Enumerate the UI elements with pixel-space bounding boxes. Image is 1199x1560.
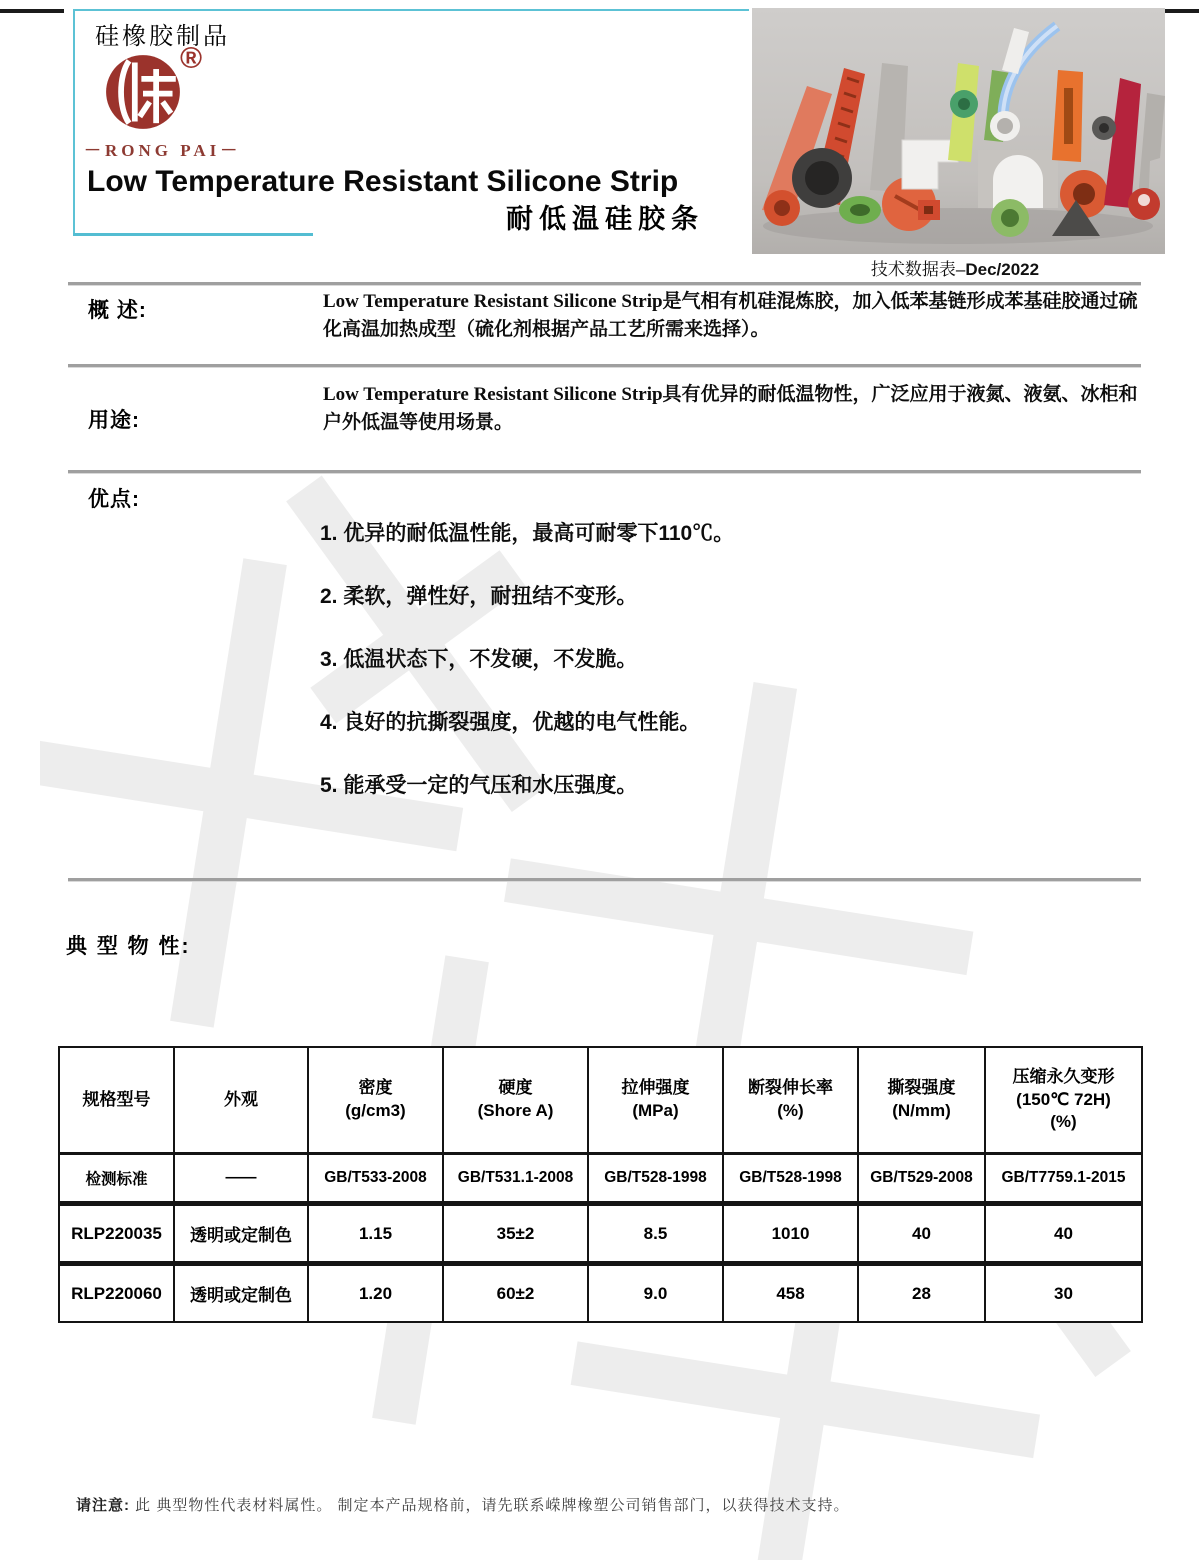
table-row	[59, 1264, 1142, 1323]
cell: 40	[985, 1204, 1142, 1264]
cell: GB/T528-1998	[588, 1154, 723, 1204]
list-item: 3. 低温状态下，不发硬，不发脆。	[320, 648, 638, 671]
cell: 8.5	[588, 1204, 723, 1264]
cell: RLP220035	[59, 1204, 174, 1264]
usage-text	[323, 381, 1151, 436]
cell: 1.20	[308, 1264, 443, 1323]
properties-table	[58, 1046, 1143, 1323]
brand-logo-icon	[102, 50, 184, 134]
cell: 40	[858, 1204, 985, 1264]
list-item: 5. 能承受一定的气压和水压强度。	[320, 774, 638, 797]
table-row	[59, 1204, 1142, 1264]
page-corner-dash-left	[0, 9, 64, 13]
col-header-compression: 压缩永久变形 (150℃ 72H) (%)	[985, 1047, 1142, 1154]
col-header-elongation: 断裂伸长率 (%)	[723, 1047, 858, 1154]
cell: 30	[985, 1264, 1142, 1323]
cell: 28	[858, 1264, 985, 1323]
cell: GB/T7759.1-2015	[985, 1154, 1142, 1204]
list-item: 1. 优异的耐低温性能，最高可耐零下110℃。	[320, 522, 735, 545]
caption-prefix: 技术数据表–	[870, 260, 966, 279]
cell: GB/T533-2008	[308, 1154, 443, 1204]
cell: GB/T531.1-2008	[443, 1154, 588, 1204]
section-divider	[68, 470, 1141, 474]
cell: ——	[174, 1154, 308, 1204]
cell: 35±2	[443, 1204, 588, 1264]
brand-name: －RONG PAI－	[84, 141, 242, 160]
cell: 透明或定制色	[174, 1204, 308, 1264]
usage-text-zh: 具有优异的耐低温物性，广泛应用于液氮、液氨、冰柜和户外低温等使用场景。	[323, 384, 1138, 433]
section-divider	[68, 878, 1141, 882]
header-frame-left	[73, 9, 75, 235]
col-header-model: 规格型号	[59, 1047, 174, 1154]
cell: GB/T529-2008	[858, 1154, 985, 1204]
list-item: 2. 柔软，弹性好，耐扭结不变形。	[320, 585, 638, 608]
advantages-label: 优点:	[88, 488, 140, 511]
cell: 检测标准	[59, 1154, 174, 1204]
col-header-tear: 撕裂强度 (N/mm)	[858, 1047, 985, 1154]
col-header-tensile: 拉伸强度 (MPa)	[588, 1047, 723, 1154]
page-corner-dash-right	[1164, 9, 1199, 13]
footer-note-label: 请注意:	[76, 1497, 130, 1514]
cell: 60±2	[443, 1264, 588, 1323]
cell: 1010	[723, 1204, 858, 1264]
cell: 1.15	[308, 1204, 443, 1264]
registered-trademark-icon: ®	[180, 42, 203, 75]
brand-product-type: 硅橡胶制品	[95, 23, 230, 50]
footer-note	[76, 1494, 850, 1515]
section-divider	[68, 282, 1141, 286]
table-row	[59, 1154, 1142, 1204]
title-underline	[73, 233, 313, 236]
col-header-hardness: 硬度 (Shore A)	[443, 1047, 588, 1154]
page-title-zh: 耐低温硅胶条	[506, 204, 704, 234]
col-header-appearance: 外观	[174, 1047, 308, 1154]
header-frame-top	[73, 9, 749, 11]
overview-text-zh: 是气相有机硅混炼胶，加入低苯基链形成苯基硅胶通过硫化高温加热成型（硫化剂根据产品工艺所需来选择）。	[323, 291, 1138, 340]
properties-label: 典 型 物 性:	[66, 935, 191, 958]
cell: 9.0	[588, 1264, 723, 1323]
list-item: 4. 良好的抗撕裂强度，优越的电气性能。	[320, 711, 701, 734]
cell: RLP220060	[59, 1264, 174, 1323]
usage-label: 用途:	[88, 409, 140, 432]
overview-text-en: Low Temperature Resistant Silicone Strip	[323, 291, 663, 312]
col-header-density: 密度 (g/cm3)	[308, 1047, 443, 1154]
cell: GB/T528-1998	[723, 1154, 858, 1204]
caption-date: Dec/2022	[965, 260, 1040, 279]
photo-caption	[790, 255, 1120, 280]
usage-text-en: Low Temperature Resistant Silicone Strip	[323, 384, 663, 405]
overview-label: 概 述:	[88, 299, 147, 322]
table-header-row	[59, 1047, 1142, 1154]
section-divider	[68, 364, 1141, 368]
cell: 透明或定制色	[174, 1264, 308, 1323]
footer-note-text: 此 典型物性代表材料属性。 制定本产品规格前，请先联系嵘牌橡塑公司销售部门，以获得技术支持。	[135, 1497, 850, 1514]
page-title-en: Low Temperature Resistant Silicone Strip	[87, 165, 679, 198]
overview-text	[323, 288, 1151, 343]
product-photo	[752, 8, 1165, 254]
advantages-list	[320, 517, 734, 799]
cell: 458	[723, 1264, 858, 1323]
